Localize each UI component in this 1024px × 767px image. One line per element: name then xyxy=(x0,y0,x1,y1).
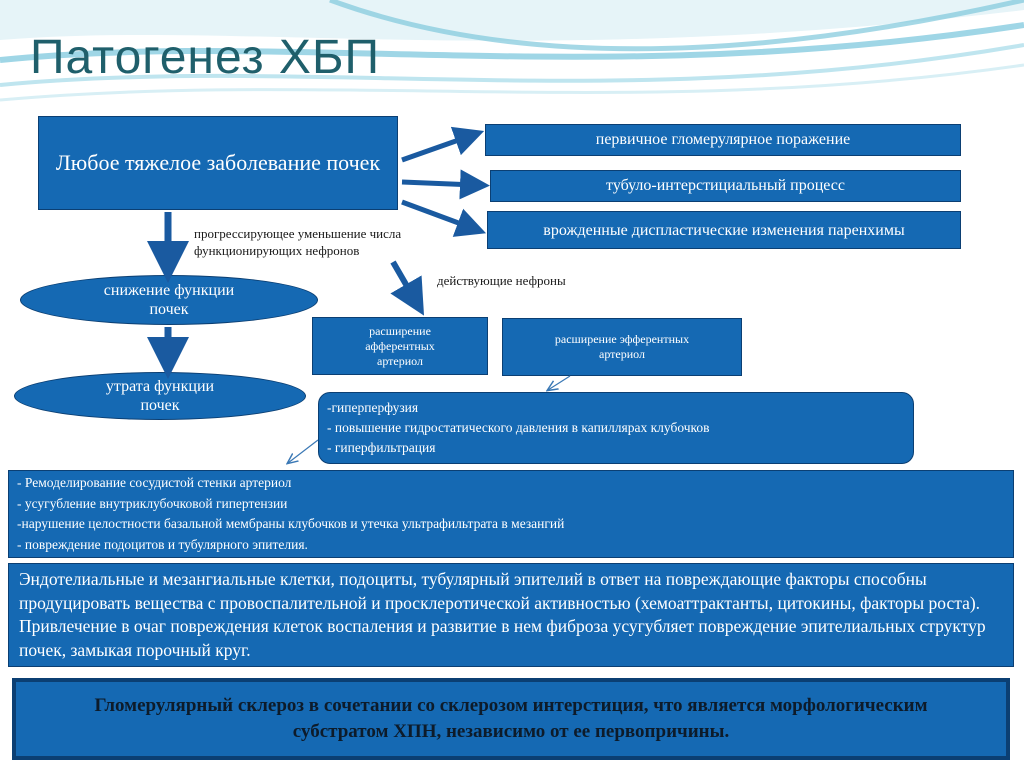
arrow-hyper-to-remodel xyxy=(288,440,318,463)
remodel-line: - Ремоделирование сосудистой стенки артериол xyxy=(17,475,292,490)
hyper-line: - гиперфильтрация xyxy=(327,440,436,455)
arrow-efferent-to-hyper xyxy=(548,376,570,390)
hyper-line: -гиперперфузия xyxy=(327,400,419,415)
cause-text: первичное гломерулярное поражение xyxy=(595,131,851,148)
efferent-arteriole-text: расширение эфферентных артериол xyxy=(554,332,690,361)
remodeling-box xyxy=(8,470,1014,558)
endothelial-cells-box xyxy=(8,563,1014,667)
conclusion-text: Гломерулярный склероз в сочетании со склерозом интерстиция, что является морфологическим субстратом ХПН, независимо от ее первопричины. xyxy=(94,695,928,742)
cause-box-tubulointerstitial xyxy=(490,170,961,202)
any-kidney-disease-text: Любое тяжелое заболевание почек xyxy=(55,150,381,175)
arrow-to-afferent xyxy=(393,262,415,300)
efferent-arteriole-box xyxy=(502,318,742,376)
function-loss-text: утрата функции почек xyxy=(105,378,215,414)
any-kidney-disease-box xyxy=(38,116,398,210)
remodel-line: - усугубление внутриклубочковой гипертензии xyxy=(17,495,288,511)
arrow-to-primary xyxy=(402,136,470,160)
cause-box-congenital-dysplastic xyxy=(487,211,961,249)
conclusion-box xyxy=(12,678,1010,760)
cause-text: врожденные диспластические изменения паренхимы xyxy=(543,221,905,239)
active-nephrons-label: действующие нефроны xyxy=(437,273,566,288)
endothelial-cells-text: Эндотелиальные и мезангиальные клетки, подоциты, тубулярный эпителий в ответ на повреждающие факторы способны продуцировать вещества с провоспалительной и просклеротической активностью (хемоаттрактанты, цитокины, факторы роста). Привлечение в очаг повреждения клеток воспаления и развитие в нем фиброза усугубляет повреждение эпителиальных структур почек, замыкая порочный круг. xyxy=(19,569,986,660)
hyperperfusion-box xyxy=(318,392,914,464)
arrow-to-tubulo xyxy=(402,182,475,185)
slide-title: Патогенез ХБП xyxy=(30,31,380,84)
function-decrease-ellipse xyxy=(20,275,318,325)
afferent-arteriole-text: расширение афферентных артериол xyxy=(365,323,435,368)
cause-box-primary-glomerular xyxy=(485,124,961,156)
progressive-decrease-label: прогрессирующее уменьшение числа функционирующих нефронов xyxy=(194,226,402,258)
remodel-line: -нарушение целостности базальной мембраны клубочков и утечка ультрафильтрата в мезангий xyxy=(17,516,565,531)
remodel-line: - повреждение подоцитов и тубулярного эпителия. xyxy=(17,536,308,552)
function-loss-ellipse xyxy=(14,372,306,420)
function-decrease-text: снижение функции почек xyxy=(103,282,235,318)
afferent-arteriole-box xyxy=(312,317,488,375)
cause-text: тубуло-интерстициальный процесс xyxy=(606,177,845,194)
hyper-line: - повышение гидростатического давления в капиллярах клубочков xyxy=(327,420,710,435)
